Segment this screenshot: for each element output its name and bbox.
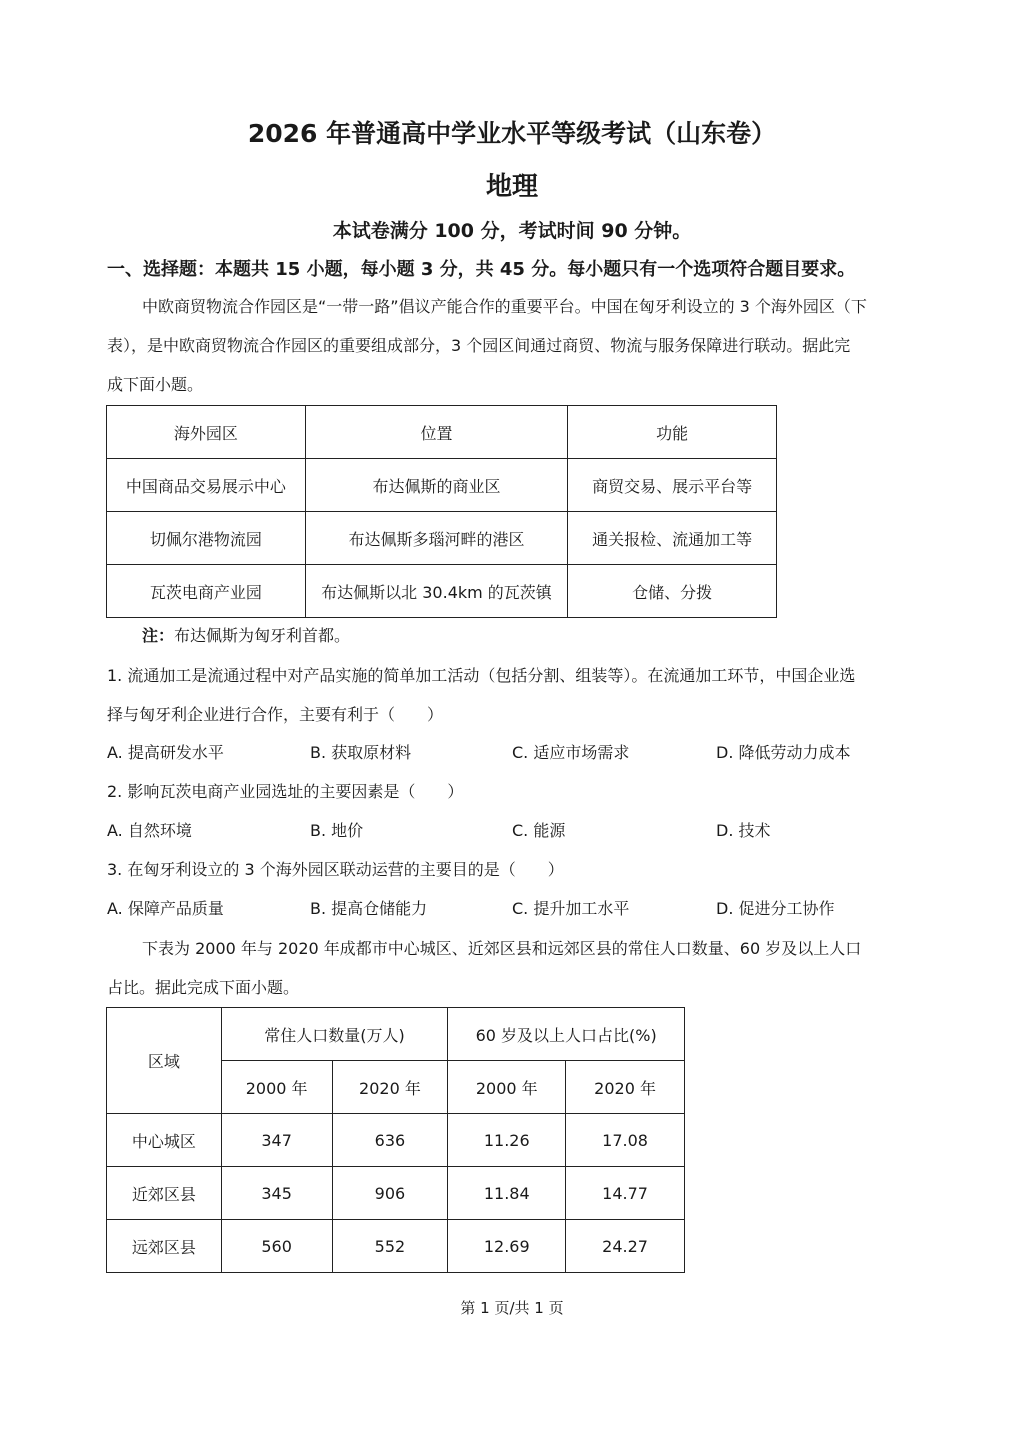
note-text: 布达佩斯为匈牙利首都。 xyxy=(174,626,351,645)
q3-option-c[interactable]: C. 提升加工水平 xyxy=(512,899,630,918)
table-row xyxy=(107,1114,685,1167)
material-line: 下表为 2000 年与 2020 年成都市中心城区、近郊区县和远郊区县的常住人口数量、60 岁及以上人口 xyxy=(142,939,862,958)
table-note xyxy=(142,626,350,646)
table-cell: 中国商品交易展示中心 xyxy=(107,459,306,512)
q1-option-b[interactable]: B. 获取原材料 xyxy=(310,743,412,762)
table-header-cell: 功能 xyxy=(568,406,777,459)
table-row xyxy=(107,459,777,512)
table-cell: 中心城区 xyxy=(107,1114,222,1167)
table-cell: 11.84 xyxy=(448,1167,566,1220)
table-header-cell: 海外园区 xyxy=(107,406,306,459)
table-cell: 布达佩斯以北 30.4km 的瓦茨镇 xyxy=(305,565,568,618)
table-header-cell: 位置 xyxy=(305,406,568,459)
table-cell: 通关报检、流通加工等 xyxy=(568,512,777,565)
table-cell: 17.08 xyxy=(566,1114,685,1167)
table-cell: 560 xyxy=(221,1220,332,1273)
table-row xyxy=(107,512,777,565)
table-cell: 906 xyxy=(332,1167,448,1220)
q3-option-d[interactable]: D. 促进分工协作 xyxy=(716,899,835,918)
year-header-cell: 2020 年 xyxy=(332,1061,448,1114)
table-cell: 636 xyxy=(332,1114,448,1167)
question-line: 1. 流通加工是流通过程中对产品实施的简单加工活动（包括分割、组装等）。在流通加工环节，中国企业选 xyxy=(107,666,856,685)
year-header-cell: 2000 年 xyxy=(221,1061,332,1114)
population-table xyxy=(106,1007,685,1273)
table-cell: 瓦茨电商产业园 xyxy=(107,565,306,618)
table-row xyxy=(107,1167,685,1220)
year-header-cell: 2000 年 xyxy=(448,1061,566,1114)
table-cell: 347 xyxy=(221,1114,332,1167)
table-cell: 近郊区县 xyxy=(107,1167,222,1220)
q1-option-a[interactable]: A. 提高研发水平 xyxy=(107,743,224,762)
q3-option-b[interactable]: B. 提高仓储能力 xyxy=(310,899,428,918)
material-1 xyxy=(107,287,954,404)
page-number: 第 1 页/共 1 页 xyxy=(460,1299,564,1317)
table-cell: 24.27 xyxy=(566,1220,685,1273)
question-2-stem: 2. 影响瓦茨电商产业园选址的主要因素是（ ） xyxy=(107,782,464,801)
q2-option-b[interactable]: B. 地价 xyxy=(310,821,364,840)
section-heading: 一、选择题：本题共 15 小题，每小题 3 分，共 45 分。每小题只有一个选项符合题目要求。 xyxy=(107,259,856,280)
table-cell: 552 xyxy=(332,1220,448,1273)
table-row xyxy=(107,565,777,618)
table-header-row xyxy=(107,1008,685,1061)
q2-option-c[interactable]: C. 能源 xyxy=(512,821,566,840)
q1-option-c[interactable]: C. 适应市场需求 xyxy=(512,743,630,762)
q2-option-a[interactable]: A. 自然环境 xyxy=(107,821,192,840)
material-line: 成下面小题。 xyxy=(107,375,204,394)
table-cell: 切佩尔港物流园 xyxy=(107,512,306,565)
table-cell: 仓储、分拨 xyxy=(568,565,777,618)
question-3-stem: 3. 在匈牙利设立的 3 个海外园区联动运营的主要目的是（ ） xyxy=(107,860,564,879)
material-line: 表），是中欧商贸物流合作园区的重要组成部分，3 个园区间通过商贸、物流与服务保障进行联动。据此完 xyxy=(107,336,851,355)
question-line: 择与匈牙利企业进行合作，主要有利于（ ） xyxy=(107,705,444,724)
subject-title: 地理 xyxy=(485,172,538,202)
note-label: 注： xyxy=(142,626,175,645)
material-2 xyxy=(107,929,954,1007)
table-cell: 商贸交易、展示平台等 xyxy=(568,459,777,512)
material-line: 中欧商贸物流合作园区是“一带一路”倡议产能合作的重要平台。中国在匈牙利设立的 3 个海外园区（下 xyxy=(142,297,867,316)
table-cell: 11.26 xyxy=(448,1114,566,1167)
table-header-row xyxy=(107,406,777,459)
table-row xyxy=(107,1220,685,1273)
group-header-cell: 60 岁及以上人口占比(%) xyxy=(448,1008,685,1061)
material-line: 占比。据此完成下面小题。 xyxy=(107,978,300,997)
q3-option-a[interactable]: A. 保障产品质量 xyxy=(107,899,224,918)
table-cell: 12.69 xyxy=(448,1220,566,1273)
table-cell: 布达佩斯多瑙河畔的港区 xyxy=(305,512,568,565)
question-1-stem xyxy=(107,656,919,734)
exam-info: 本试卷满分 100 分，考试时间 90 分钟。 xyxy=(332,220,692,242)
q2-option-d[interactable]: D. 技术 xyxy=(716,821,771,840)
park-table xyxy=(106,405,777,618)
table-cell: 14.77 xyxy=(566,1167,685,1220)
table-cell: 布达佩斯的商业区 xyxy=(305,459,568,512)
exam-title: 2026 年普通高中学业水平等级考试（山东卷） xyxy=(247,119,777,148)
q1-option-d[interactable]: D. 降低劳动力成本 xyxy=(716,743,851,762)
region-header-cell: 区域 xyxy=(107,1008,222,1114)
year-header-cell: 2020 年 xyxy=(566,1061,685,1114)
group-header-cell: 常住人口数量(万人) xyxy=(221,1008,448,1061)
table-cell: 345 xyxy=(221,1167,332,1220)
table-cell: 远郊区县 xyxy=(107,1220,222,1273)
